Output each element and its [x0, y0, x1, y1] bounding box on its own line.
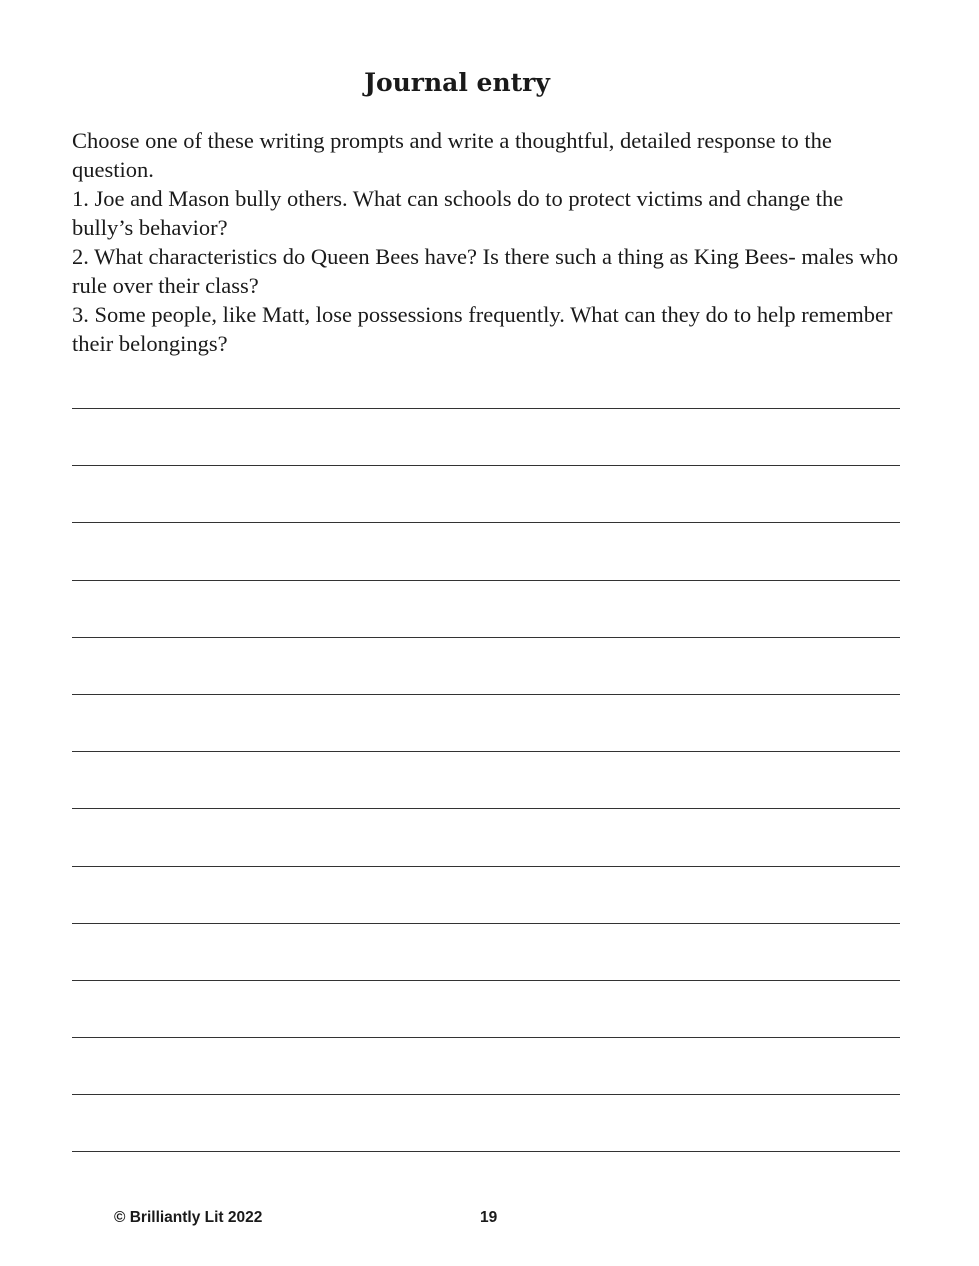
writing-line	[72, 980, 900, 981]
writing-lines-area	[72, 408, 900, 1209]
writing-line	[72, 694, 900, 695]
writing-line	[72, 1151, 900, 1152]
footer-copyright: © Brilliantly Lit 2022	[114, 1209, 263, 1226]
prompt-item: 2. What characteristics do Queen Bees have? Is there such a thing as King Bees- males who rule over their class?	[72, 244, 899, 298]
page-title: Journal entry	[364, 68, 550, 97]
prompt-item: 3. Some people, like Matt, lose possessions frequently. What can they do to help remember their belongings?	[72, 302, 893, 356]
prompt-item: 1. Joe and Mason bully others. What can schools do to protect victims and change the bully’s behavior?	[72, 186, 844, 240]
writing-line	[72, 408, 900, 409]
writing-line	[72, 637, 900, 638]
writing-line	[72, 465, 900, 466]
writing-line	[72, 866, 900, 867]
page-number: 19	[480, 1209, 498, 1226]
writing-line	[72, 1094, 900, 1095]
writing-line	[72, 580, 900, 581]
prompt-block	[72, 126, 902, 358]
writing-line	[72, 923, 900, 924]
writing-line	[72, 751, 900, 752]
writing-line	[72, 522, 900, 523]
writing-line	[72, 1037, 900, 1038]
writing-line	[72, 808, 900, 809]
instructions-text: Choose one of these writing prompts and write a thoughtful, detailed response to the question.	[72, 128, 832, 182]
